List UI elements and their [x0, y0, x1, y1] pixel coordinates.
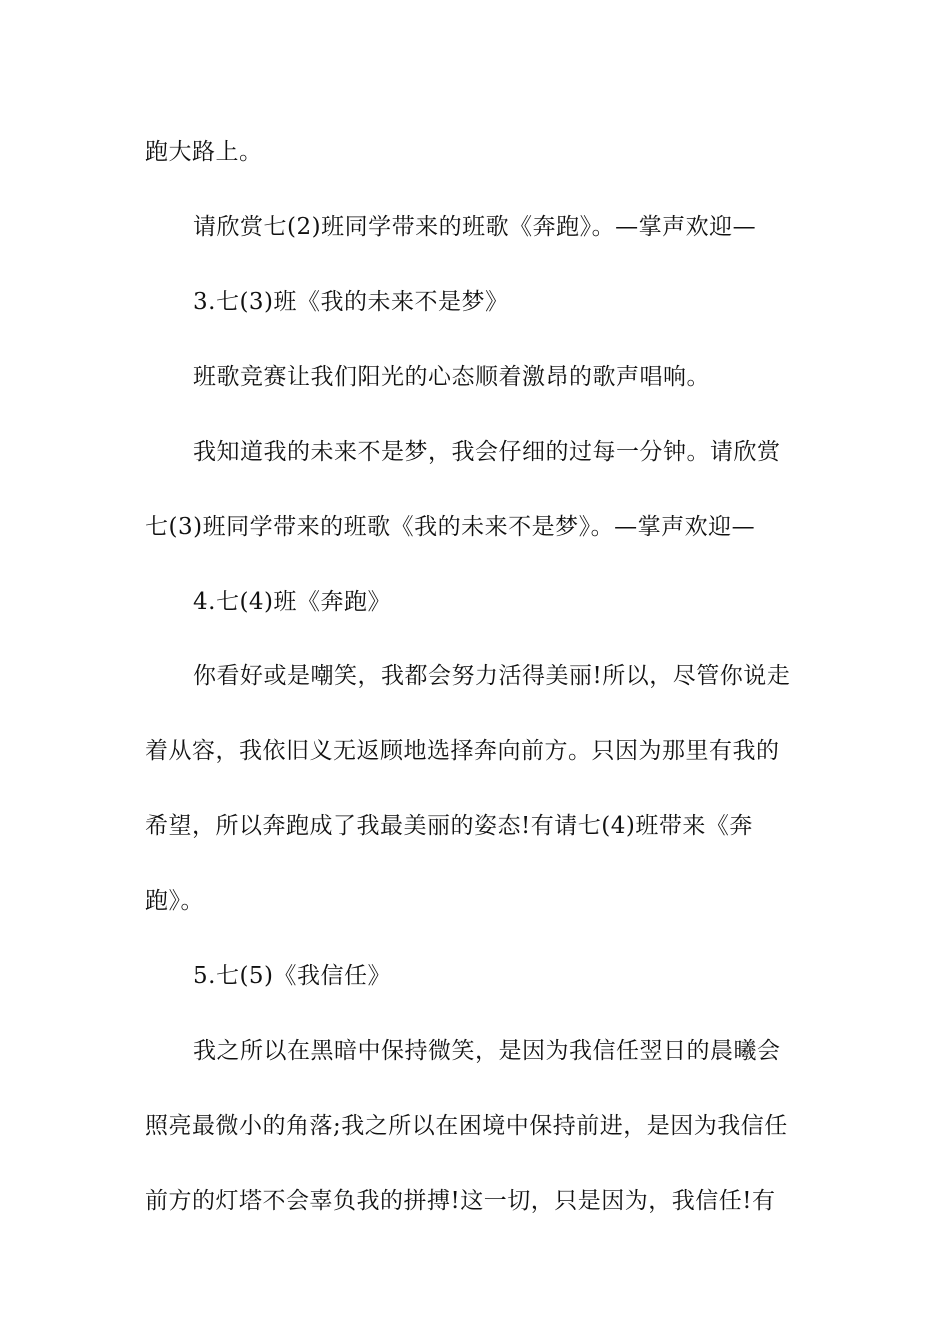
paragraph-line: 你看好或是嘲笑，我都会努力活得美丽!所以，尽管你说走 — [193, 663, 791, 689]
paragraph-line: 希望，所以奔跑成了我最美丽的姿态!有请七(4)班带来《奔 — [145, 813, 753, 839]
section-heading: 4.七(4)班《奔跑》 — [193, 589, 392, 615]
section-heading: 5.七(5)《我信任》 — [193, 963, 392, 989]
paragraph-line: 我之所以在黑暗中保持微笑，是因为我信任翌日的晨曦会 — [193, 1038, 781, 1064]
paragraph-line: 请欣赏七(2)班同学带来的班歌《奔跑》。—掌声欢迎— — [193, 214, 757, 240]
paragraph-line: 着从容，我依旧义无返顾地选择奔向前方。只因为那里有我的 — [145, 738, 780, 764]
paragraph-line: 跑大路上。 — [145, 139, 263, 165]
paragraph-line: 前方的灯塔不会辜负我的拼搏!这一切，只是因为，我信任!有 — [145, 1188, 776, 1214]
paragraph-line: 我知道我的未来不是梦，我会仔细的过每一分钟。请欣赏 — [193, 439, 781, 465]
paragraph-line: 七(3)班同学带来的班歌《我的未来不是梦》。—掌声欢迎— — [145, 514, 756, 540]
paragraph-line: 跑》。 — [145, 888, 204, 914]
section-heading: 3.七(3)班《我的未来不是梦》 — [193, 289, 509, 315]
paragraph-line: 照亮最微小的角落;我之所以在困境中保持前进，是因为我信任 — [145, 1113, 788, 1139]
paragraph-line: 班歌竞赛让我们阳光的心态顺着激昂的歌声唱响。 — [193, 364, 710, 390]
